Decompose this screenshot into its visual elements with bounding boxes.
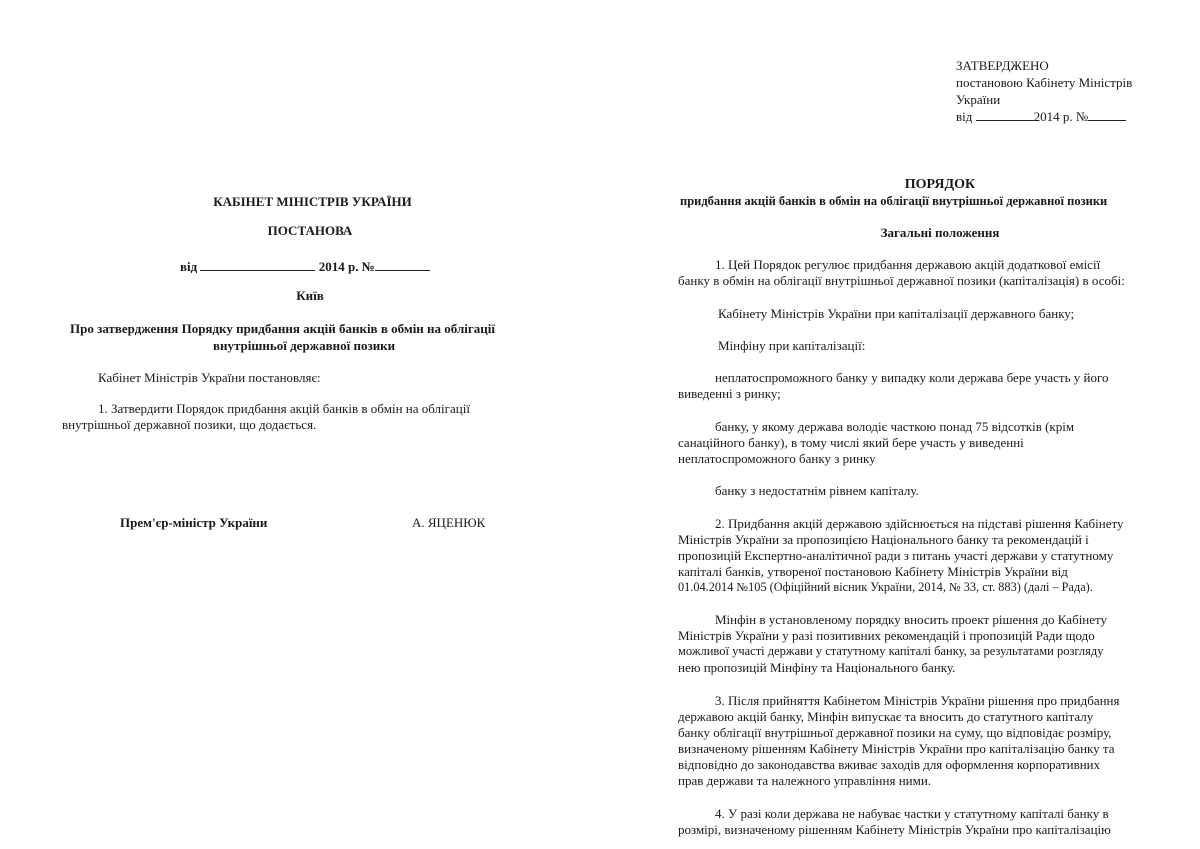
number-blank bbox=[375, 258, 430, 271]
p1-item-c-line-2: виведенні з ринку; bbox=[678, 386, 781, 401]
approval-line-2: України bbox=[956, 92, 1001, 107]
p1-line-1: 1. Цей Порядок регулює придбання державою акцій додаткової емісії bbox=[715, 257, 1101, 272]
resolution-title-line-2: внутрішньої державної позики bbox=[213, 338, 396, 353]
section-heading: Загальні положення bbox=[880, 225, 1000, 240]
approval-label: ЗАТВЕРДЖЕНО bbox=[956, 58, 1049, 73]
procedure-subtitle: придбання акцій банків в обмін на облігації внутрішньої державної позики bbox=[680, 194, 1108, 208]
p2-line-5: 01.04.2014 №105 (Офіційний вісник України, 2014, № 33, ст. 883) (далі – Рада). bbox=[678, 580, 1093, 594]
date-prefix: від bbox=[180, 259, 198, 274]
p1-item-c-line-1: неплатоспроможного банку у випадку коли держава бере участь у його bbox=[715, 370, 1109, 385]
p1-item-d-line-3: неплатоспроможного банку з ринку bbox=[678, 451, 876, 466]
p4-line-2: розмірі, визначеному рішенням Кабінету Міністрів України про капіталізацію bbox=[678, 822, 1111, 837]
approval-date-line bbox=[956, 108, 1126, 125]
p2-line-1: 2. Придбання акцій державою здійснюється на підставі рішення Кабінету bbox=[715, 516, 1124, 531]
p3-line-4: визначеному рішенням Кабінету Міністрів України про капіталізацію банку та bbox=[678, 741, 1115, 756]
p1-item-e: банку з недостатнім рівнем капіталу. bbox=[715, 483, 919, 498]
p1-item-b: Мінфіну при капіталізації: bbox=[718, 338, 866, 353]
p2-line-4: капіталі банків, утвореної постановою Кабінету Міністрів України від bbox=[678, 564, 1068, 579]
resolution-title-line-1: Про затвердження Порядку придбання акцій банків в обмін на облігації bbox=[70, 321, 495, 336]
resolution-intro: Кабінет Міністрів України постановляє: bbox=[98, 370, 321, 385]
p3-line-2: державою акцій банку, Мінфін випускає та вносить до статутного капіталу bbox=[678, 709, 1094, 724]
p3-line-5: відповідно до законодавства вживає заходів для оформлення корпоративних bbox=[678, 757, 1101, 772]
p2b-line-4: нею пропозицій Мінфіну та Національного банку. bbox=[678, 660, 956, 675]
item-1-line-1: 1. Затвердити Порядок придбання акцій банків в обмін на облігації bbox=[98, 401, 470, 416]
p1-item-a: Кабінету Міністрів України при капіталізації державного банку; bbox=[718, 306, 1075, 321]
p3-line-1: 3. Після прийняття Кабінетом Міністрів України рішення про придбання bbox=[715, 693, 1120, 708]
p2b-line-1: Мінфін в установленому порядку вносить проект рішення до Кабінету bbox=[715, 612, 1108, 627]
p1-line-2: банку в обмін на облігації внутрішньої державної позики (капіталізація) в особі: bbox=[678, 273, 1125, 288]
date-suffix: 2014 р. № bbox=[318, 259, 375, 274]
p3-line-6: прав держави та належного управління ними. bbox=[678, 773, 932, 788]
item-1-line-2: внутрішньої державної позики, що додається. bbox=[62, 417, 317, 432]
procedure-title: ПОРЯДОК bbox=[904, 177, 976, 192]
p2-line-3: пропозицій Експертно-аналітичної ради з питань участі держави у статутному bbox=[678, 548, 1114, 563]
p2-line-2: Міністрів України за пропозицією Національного банку та рекомендацій і bbox=[678, 532, 1089, 547]
signer-title: Прем'єр-міністр України bbox=[120, 515, 268, 530]
document-type: ПОСТАНОВА bbox=[267, 223, 353, 238]
p2b-line-2: Міністрів України у разі позитивних рекомендацій і пропозицій Ради щодо bbox=[678, 628, 1095, 643]
signer-name: А. ЯЦЕНЮК bbox=[412, 515, 486, 530]
approval-date-prefix: від bbox=[956, 109, 973, 124]
p2b-line-3: можливої участі держави у статутному капіталі банку, за результатами розгляду bbox=[678, 644, 1104, 658]
cabinet-header: КАБІНЕТ МІНІСТРІВ УКРАЇНИ bbox=[213, 194, 412, 209]
p1-item-d-line-1: банку, у якому держава володіє часткою понад 75 відсотків (крім bbox=[715, 419, 1075, 434]
p1-item-d-line-2: санаційного банку), в тому числі який бере участь у виведенні bbox=[678, 435, 1024, 450]
approval-date-suffix: 2014 р. № bbox=[1033, 109, 1089, 124]
p3-line-3: банку облігації внутрішньої державної позики на суму, що відповідає розміру, bbox=[678, 725, 1112, 740]
date-blank bbox=[200, 258, 315, 271]
approval-date-blank bbox=[976, 108, 1034, 121]
resolution-date-line bbox=[180, 258, 430, 275]
p4-line-1: 4. У разі коли держава не набуває частки у статутному капіталі банку в bbox=[715, 806, 1109, 821]
approval-line-1: постановою Кабінету Міністрів bbox=[956, 75, 1133, 90]
approval-number-blank bbox=[1088, 108, 1126, 121]
city: Київ bbox=[296, 288, 324, 303]
